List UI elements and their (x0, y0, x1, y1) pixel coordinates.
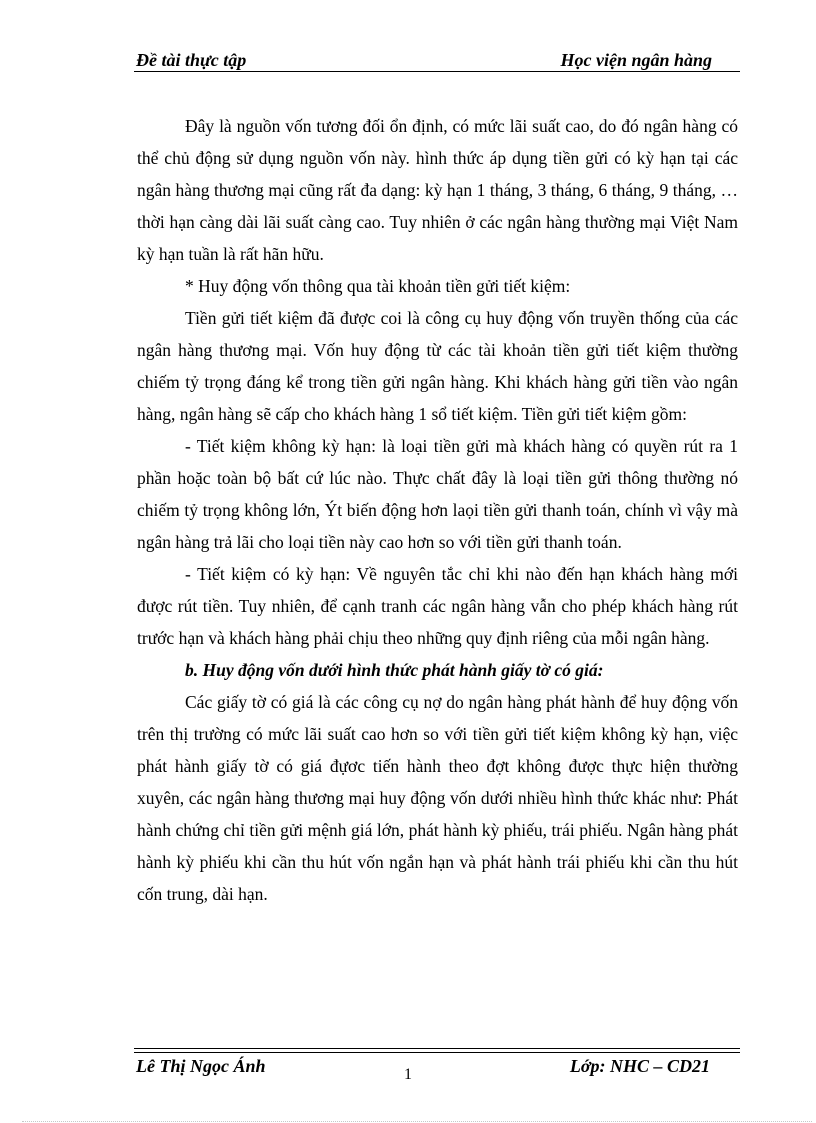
footer-author: Lê Thị Ngọc Ánh (136, 1056, 266, 1076)
document-body (137, 110, 738, 910)
page-number: 1 (404, 1066, 412, 1083)
paragraph: Các giấy tờ có giá là các công cụ nợ do ngân hàng phát hành để huy động vốn trên thị trường có mức lãi suất cao hơn so với tiền gửi tiết kiệm không kỳ hạn, việc phát hành giấy tờ có giá đựơc tiến hành theo đợt không được thực hiện thường xuyên, các ngân hàng thương mại huy động vốn dưới nhiều hình thức khác như: Phát hành chứng chỉ tiền gửi mệnh giá lớn, phát hành kỳ phiếu, trái phiếu. Ngân hàng phát hành kỳ phiếu khi cần thu hút vốn ngắn hạn và phát hành trái phiếu khi cần thu hút cốn trung, dài hạn. (137, 692, 738, 904)
footer-rule (134, 1048, 740, 1049)
header-institution: Học viện ngân hàng (560, 50, 712, 70)
paragraph: - Tiết kiệm có kỳ hạn: Về nguyên tắc chỉ khi nào đến hạn khách hàng mới được rút tiền. Tuy nhiên, để cạnh tranh các ngân hàng vẫn cho phép khách hàng rút trước hạn và khách hàng phải chịu theo những quy định riêng của mỗi ngân hàng. (137, 564, 738, 648)
page-edge-line (22, 1121, 812, 1122)
section-heading: b. Huy động vốn dưới hình thức phát hành giấy tờ có giá: (185, 660, 604, 680)
paragraph: - Tiết kiệm không kỳ hạn: là loại tiền gửi mà khách hàng có quyền rút ra 1 phần hoặc toàn bộ bất cứ lúc nào. Thực chất đây là loại tiền gửi thông thường nó chiếm tỷ trọng không lớn, Ýt biến động hơn laọi tiền gửi thanh toán, chính vì vậy mà ngân hàng trả lãi cho loại tiền này cao hơn so với tiền gửi thanh toán. (137, 436, 738, 552)
footer-rule (134, 1052, 740, 1053)
paragraph: Đây là nguồn vốn tương đối ổn định, có mức lãi suất cao, do đó ngân hàng có thể chủ động sử dụng nguồn vốn này. hình thức áp dụng tiền gửi có kỳ hạn tại các ngân hàng thương mại cũng rất đa dạng: kỳ hạn 1 tháng, 3 tháng, 6 tháng, 9 tháng, … thời hạn càng dài lãi suất càng cao. Tuy nhiên ở các ngân hàng thường mại Việt Nam kỳ hạn tuần là rất hãn hữu. (137, 116, 738, 264)
paragraph: * Huy động vốn thông qua tài khoản tiền gửi tiết kiệm: (185, 276, 571, 296)
paragraph: Tiền gửi tiết kiệm đã được coi là công cụ huy động vốn truyền thống của các ngân hàng thương mại. Vốn huy động từ các tài khoản tiền gửi tiết kiệm thường chiếm tỷ trọng đáng kể trong tiền gửi ngân hàng. Khi khách hàng gửi tiền vào ngân hàng, ngân hàng sẽ cấp cho khách hàng 1 sổ tiết kiệm. Tiền gửi tiết kiệm gồm: (137, 308, 738, 424)
header-rule (134, 71, 740, 72)
footer-class: Lớp: NHC – CD21 (569, 1056, 710, 1076)
page-footer (134, 1054, 740, 1084)
header-topic: Đề tài thực tập (136, 50, 247, 70)
